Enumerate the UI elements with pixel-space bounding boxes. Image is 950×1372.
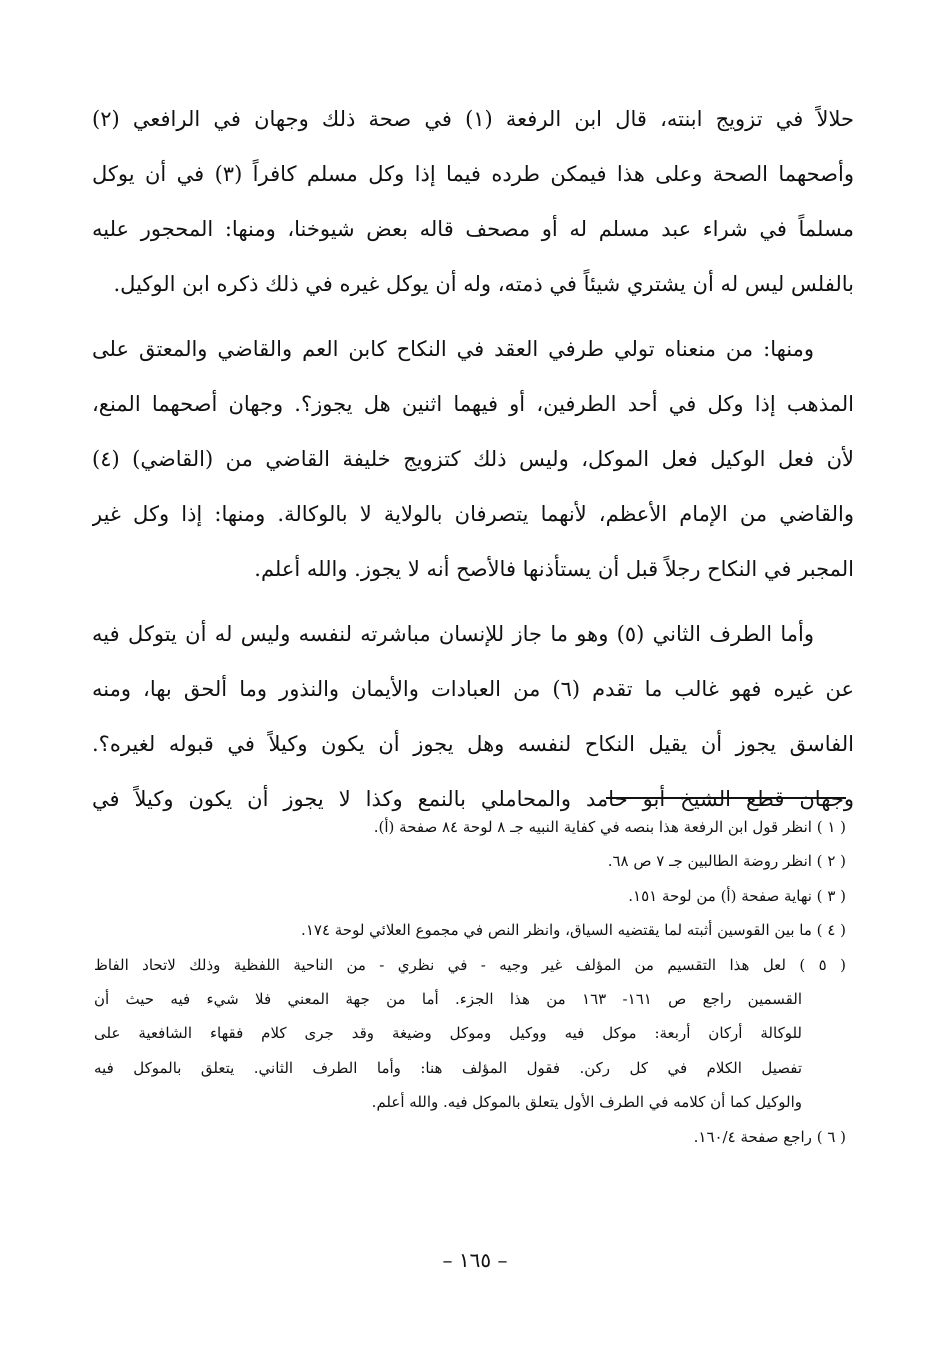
footnote-separator — [606, 797, 846, 799]
footnote-6 — [94, 1120, 846, 1154]
text-line: والقاضي من الإمام الأعظم، لأنهما يتصرفان بالولاية لا بالوكالة. ومنها: إذا وكل غير — [92, 502, 854, 526]
text-line: بالفلس ليس له أن يشتري شيئاً في ذمته، وله أن يوكل غيره في ذلك ذكره ابن الوكيل. — [113, 272, 854, 296]
paragraph-3 — [92, 607, 854, 827]
footnote-line: والوكيل كما أن كلامه في الطرف الأول يتعلق بالموكل فيه. والله أعلم. — [371, 1093, 802, 1112]
paragraph-1 — [92, 92, 854, 312]
text-line: مسلماً في شراء عبد مسلم له أو مصحف قاله بعض شيوخنا، ومنها: المحجور عليه — [92, 217, 854, 241]
main-text — [92, 92, 854, 827]
text-line: وأما الطرف الثاني (٥) وهو ما جاز للإنسان مباشرته لنفسه وليس له أن يتوكل فيه — [92, 622, 814, 646]
page-number: – ١٦٥ – — [442, 1248, 508, 1272]
text-line: حلالاً في تزويج ابنته، قال ابن الرفعة (١) في صحة ذلك وجهان في الرافعي (٢) — [92, 107, 854, 131]
footnote-1 — [94, 810, 846, 844]
text-line: وجهان قطع الشيخ أبو حامد والمحاملي بالنمع وكذا لا يجوز أن يكون وكيلاً في — [92, 787, 854, 811]
paragraph-2 — [92, 322, 854, 597]
text-line: المجبر في النكاح رجلاً قبل أن يستأذنها فالأصح أنه لا يجوز. والله أعلم. — [254, 557, 854, 581]
text-line: وأصحهما الصحة وعلى هذا فيمكن طرده فيما إذا وكل مسلم كافراً (٣) في أن يوكل — [92, 162, 854, 186]
text-line: ومنها: من منعناه تولي طرفي العقد في النكاح كابن العم والقاضي والمعتق على — [92, 337, 814, 361]
text-line: لأن فعل الوكيل فعل الموكل، وليس ذلك كتزويج خليفة القاضي من (القاضي) (٤) — [92, 447, 854, 471]
footnote-line: ( ٢ ) انظر روضة الطالبين جـ ٧ ص ٦٨. — [607, 852, 846, 871]
footnote-4 — [94, 913, 846, 947]
footnote-line: ( ٦ ) راجع صفحة ١٦٠/٤. — [693, 1127, 846, 1146]
footnote-line: للوكالة أركان أربعة: موكل فيه ووكيل وموكل وضيغة وقد جرى كلام فقهاء الشافعية على — [94, 1024, 802, 1043]
footnotes — [94, 810, 846, 1154]
footnote-5 — [94, 948, 846, 1120]
footnote-line: تفصيل الكلام في كل ركن. فقول المؤلف هنا: وأما الطرف الثاني. يتعلق بالموكل فيه — [94, 1058, 802, 1077]
footnote-2 — [94, 844, 846, 878]
footnote-line: القسمين راجع ص ١٦١- ١٦٣ من هذا الجزء. أما من جهة المعني فلا شيء فيه حيث أن — [94, 989, 803, 1008]
text-line: عن غيره فهو غالب ما تقدم (٦) من العبادات والأيمان والنذور وما ألحق بها، ومنه — [92, 677, 854, 701]
footnote-line: ( ٤ ) ما بين القوسين أثبته لما يقتضيه السياق، وانظر النص في مجموع العلائي لوحة ١٧٤. — [301, 921, 846, 940]
footnote-line: ( ٣ ) نهاية صفحة (أ) من لوحة ١٥١. — [628, 886, 846, 905]
footnote-line: ( ٥ ) لعل هذا التقسيم من المؤلف غير وجيه - في نظري - من الناحية اللفظية وذلك لاتحاد الفاظ — [94, 955, 846, 974]
text-line: المذهب إذا وكل في أحد الطرفين، أو فيهما اثنين هل يجوز؟. وجهان أصحهما المنع، — [92, 392, 854, 416]
footnote-3 — [94, 879, 846, 913]
footnote-line: ( ١ ) انظر قول ابن الرفعة هذا بنصه في كفاية النبيه جـ ٨ لوحة ٨٤ صفحة (أ). — [373, 818, 846, 836]
text-line: الفاسق يجوز أن يقيل النكاح لنفسه وهل يجوز أن يكون وكيلاً في قبوله لغيره؟. — [92, 732, 854, 756]
